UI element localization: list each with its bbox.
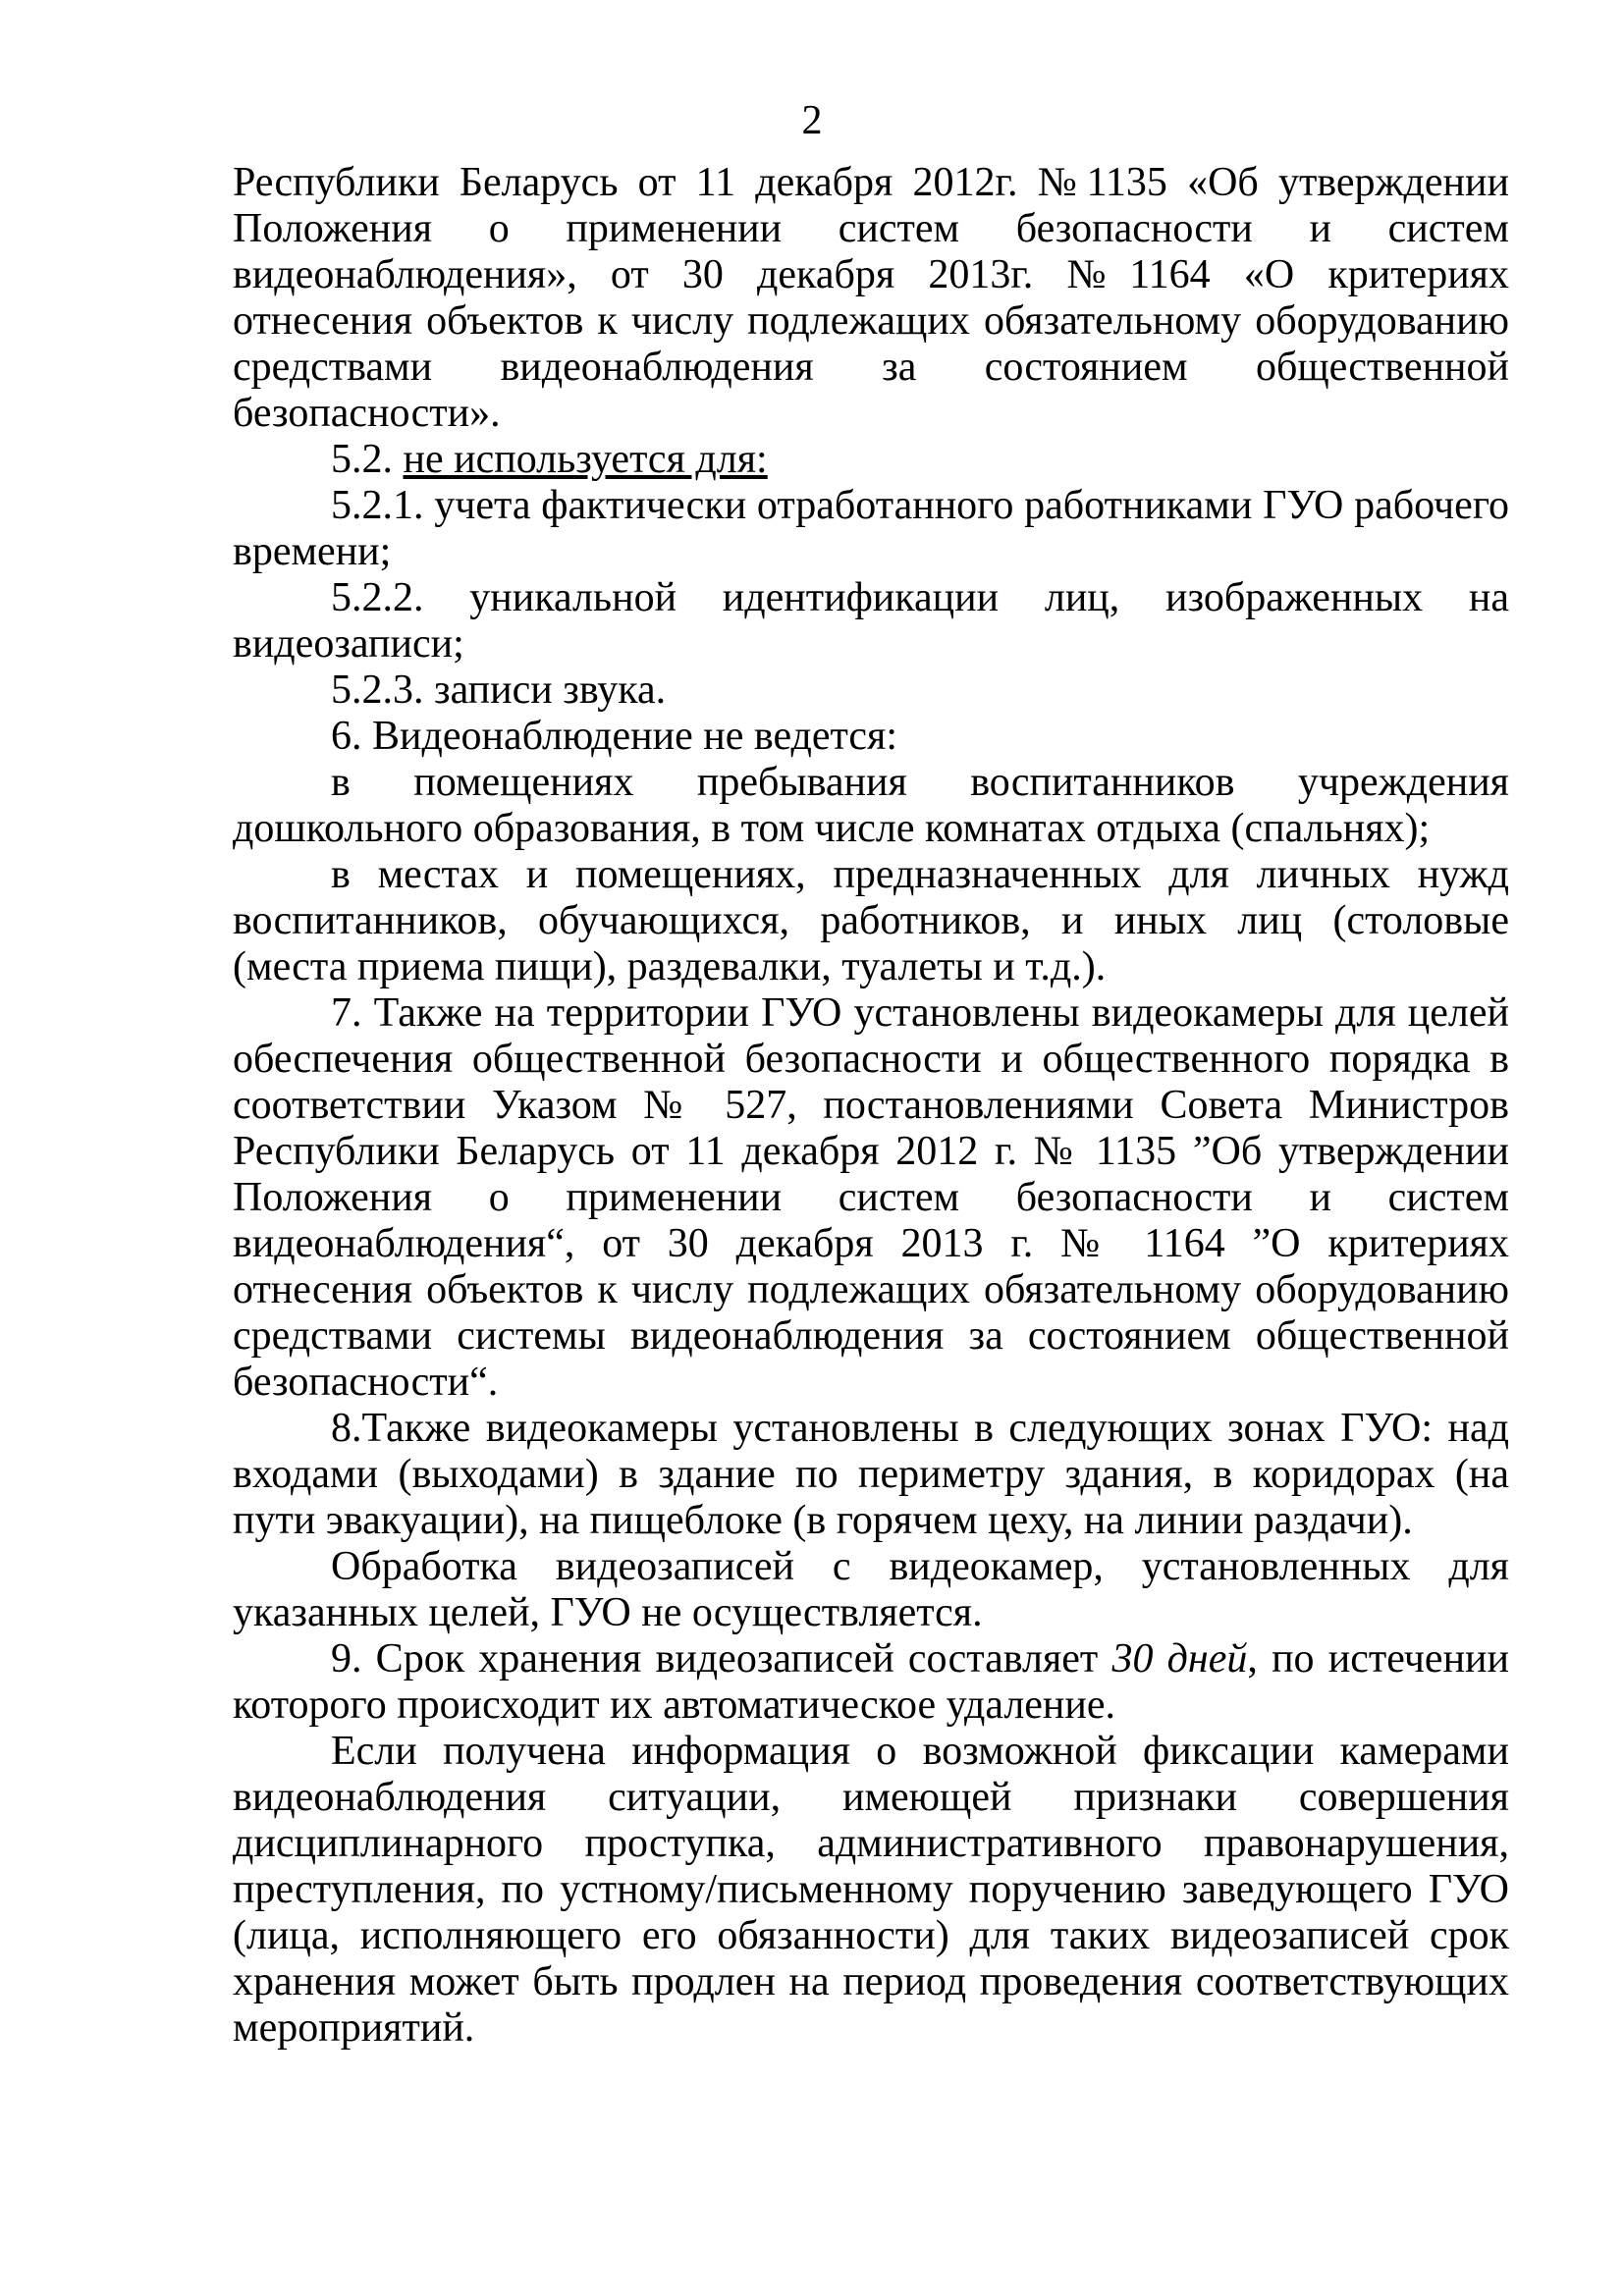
paragraph-6: 6. Видеонаблюдение не ведется: <box>331 714 898 759</box>
paragraph-6-item-1: в помещениях пребывания воспитанников учреждения дошкольного образования, в том числе комнатах отдыха (спальнях); <box>233 760 1509 851</box>
paragraph-9-end: , по истечении которого происходит их автоматическое удаление. <box>233 1636 1509 1728</box>
paragraph-5-2-number: 5.2. <box>331 437 404 482</box>
document-body <box>233 160 1509 2052</box>
paragraph-5-2-text: не используется для: <box>403 437 768 482</box>
paragraph-5-2-1: 5.2.1. учета фактически отработанного работниками ГУО рабочего времени; <box>233 483 1509 574</box>
paragraph-7: 7. Также на территории ГУО установлены видеокамеры для целей обеспечения общественной безопасности и общественного порядка в соответствии Указом № 527, постановлениями Совета Министров Республики Беларусь от 11 декабря 2012 г. № 1135 ”Об утверждении Положения о применении систем безопасности и систем видеонаблюдения“, от 30 декабря 2013 г. № 1164 ”О критериях отнесения объектов к числу подлежащих обязательному оборудованию средствами системы видеонаблюдения за состоянием общественной безопасности“. <box>233 990 1509 1405</box>
paragraph-5-2-3: 5.2.3. записи звука. <box>331 667 667 713</box>
paragraph-9 <box>233 1636 1509 1729</box>
paragraph-5-2 <box>233 437 1509 483</box>
paragraph-10: Если получена информация о возможной фиксации камерами видеонаблюдения ситуации, имеющей признаки совершения дисциплинарного проступка, административного правонарушения, преступления, по устному/письменному поручению заведующего ГУО (лица, исполняющего его обязанности) для таких видеозаписей срок хранения может быть продлен на период проведения соответствующих мероприятий. <box>233 1729 1509 2051</box>
page-number: 2 <box>801 98 823 143</box>
retention-period: 30 дней <box>1111 1636 1248 1682</box>
paragraph-continuation: Республики Беларусь от 11 декабря 2012г. №1135 «Об утверждении Положения о применении систем безопасности и систем видеонаблюдения», от 30 декабря 2013г. №1164 «О критериях отнесения объектов к числу подлежащих обязательному оборудованию средствами видеонаблюдения за состоянием общественной безопасности». <box>233 160 1509 436</box>
paragraph-9-start: 9. Срок хранения видеозаписей составляет <box>331 1636 1112 1682</box>
paragraph-5-2-2: 5.2.2. уникальной идентификации лиц, изображенных на видеозаписи; <box>233 575 1509 667</box>
paragraph-6-item-2: в местах и помещениях, предназначенных для личных нужд воспитанников, обучающихся, работников, и иных лиц (столовые (места приема пищи), раздевалки, туалеты и т.д.). <box>233 852 1509 989</box>
paragraph-8-note: Обработка видеозаписей с видеокамер, установленных для указанных целей, ГУО не осуществляется. <box>233 1544 1509 1635</box>
paragraph-8: 8.Также видеокамеры установлены в следующих зонах ГУО: над входами (выходами) в здание по периметру здания, в коридорах (на пути эвакуации), на пищеблоке (в горячем цеху, на линии раздачи). <box>233 1406 1509 1543</box>
